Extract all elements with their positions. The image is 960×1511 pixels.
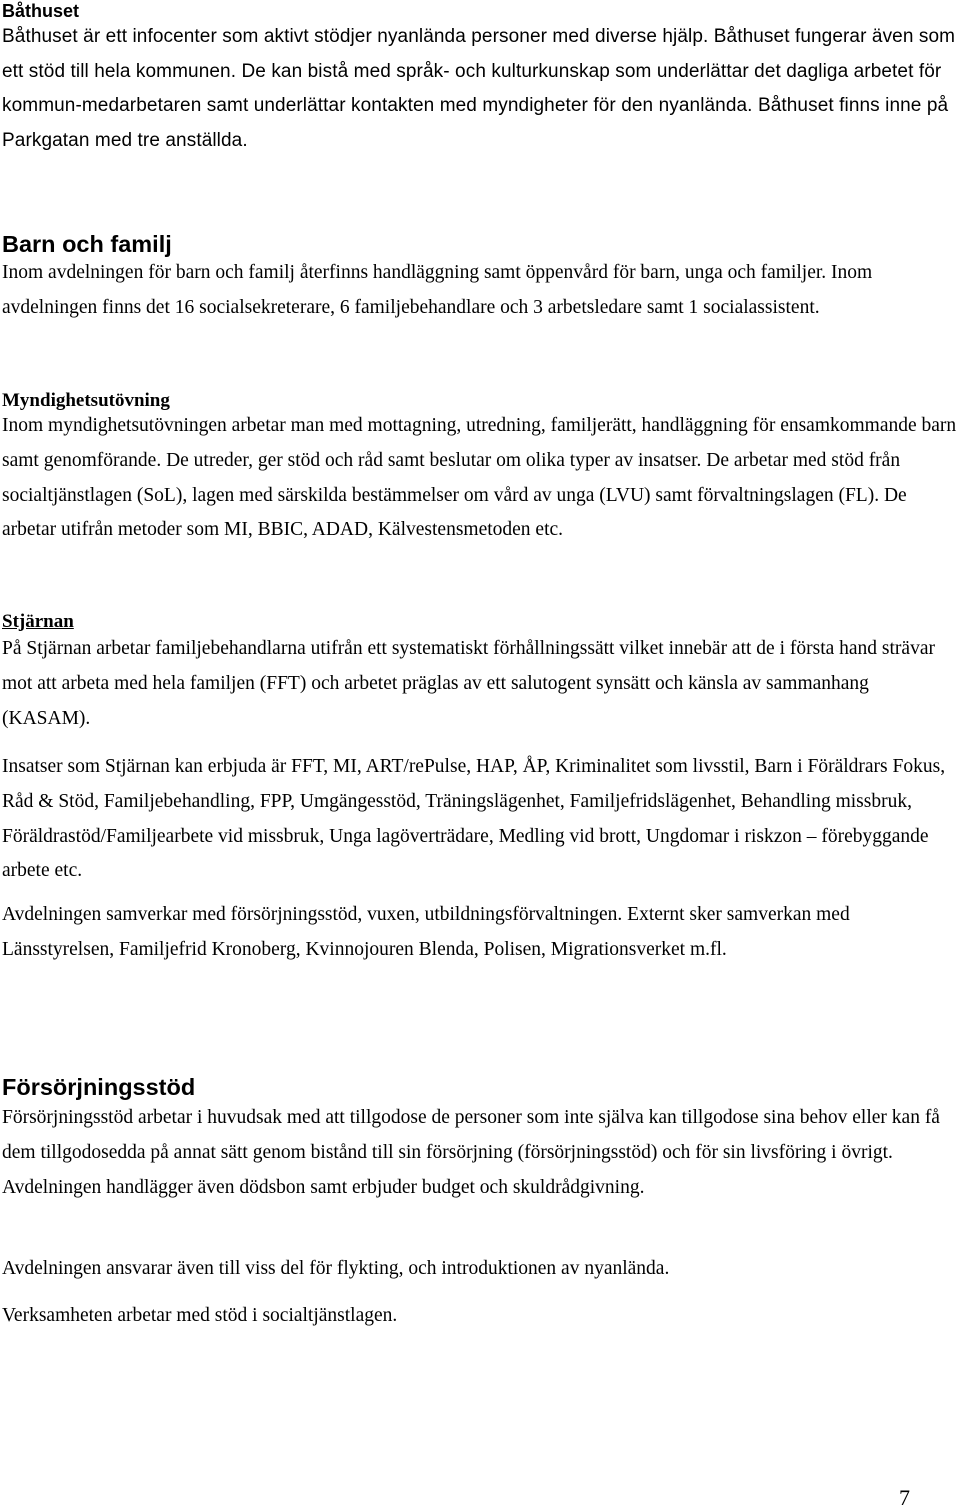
bathuset-heading: Båthuset (2, 1, 80, 21)
stjarnan-samverkan-paragraph: Avdelningen samverkar med försörjningsstöd, vuxen, utbildningsförvaltningen. Externt sker samverkan med Länsstyrelsen, Familjefrid Kronoberg, Kvinnojouren Blenda, Polisen, Migrationsverket m.fl. (2, 904, 850, 960)
stjarnan-insatser-paragraph: Insatser som Stjärnan kan erbjuda är FFT, MI, ART/rePulse, HAP, ÅP, Kriminalitet som livsstil, Barn i Föräldrars Fokus, Råd & Stöd, Familjebehandling, FPP, Umgängesstöd, Träningslägenhet, Familjefridslägenhet, Behandling missbruk, Föräldrastöd/Familjearbete vid missbruk, Unga lagöverträdare, Medling vid brott, Ungdomar i riskzon – förebyggande arbete etc. (2, 756, 946, 882)
bathuset-paragraph: Båthuset är ett infocenter som aktivt stödjer nyanlända personer med diverse hjälp. Båthuset fungerar även som ett stöd till hela kommunen. De kan bistå med språk- och kulturkunskap som underlättar det dagliga arbetet för kommun-medarbetaren samt underlättar kontakten med myndigheter för den nyanlända. Båthuset finns inne på Parkgatan med tre anställda. (2, 26, 956, 151)
forsorjningsstod-flykting-paragraph: Avdelningen ansvarar även till viss del för flykting, och introduktionen av nyanlända. (2, 1258, 670, 1279)
barn-och-familj-heading: Barn och familj (2, 231, 172, 257)
stjarnan-heading: Stjärnan (2, 611, 74, 632)
forsorjningsstod-heading: Försörjningsstöd (2, 1074, 196, 1100)
forsorjningsstod-paragraph: Försörjningsstöd arbetar i huvudsak med att tillgodose de personer som inte själva kan tillgodose sina behov eller kan få dem tillgodosedda på annat sätt genom bistånd till sin försörjning (försörjningsstöd) och för sin livsföring i övrigt. Avdelningen handlägger även dödsbon samt erbjuder budget och skuldrådgivning. (2, 1107, 940, 1198)
forsorjningsstod-lag-paragraph: Verksamheten arbetar med stöd i socialtjänstlagen. (2, 1305, 398, 1326)
myndighetsutovning-heading: Myndighetsutövning (2, 390, 170, 411)
stjarnan-paragraph: På Stjärnan arbetar familjebehandlarna utifrån ett systematiskt förhållningssätt vilket innebär att de i första hand strävar mot att arbeta med hela familjen (FFT) och arbetet präglas av ett salutogent synsätt och känsla av sammanhang (KASAM). (2, 638, 935, 729)
barn-och-familj-paragraph: Inom avdelningen för barn och familj återfinns handläggning samt öppenvård för barn, unga och familjer. Inom avdelningen finns det 16 socialsekreterare, 6 familjebehandlare och 3 arbetsledare samt 1 socialassistent. (2, 262, 873, 318)
page-number: 7 (899, 1485, 910, 1510)
myndighetsutovning-paragraph: Inom myndighetsutövningen arbetar man med mottagning, utredning, familjerätt, handläggning för ensamkommande barn samt genomförande. De utreder, ger stöd och råd samt beslutar om olika typer av insatser. De arbetar med stöd från socialtjänstlagen (SoL), lagen med särskilda bestämmelser om vård av unga (LVU) samt förvaltningslagen (FL). De arbetar utifrån metoder som MI, BBIC, ADAD, Kälvestensmetoden etc. (2, 415, 957, 541)
